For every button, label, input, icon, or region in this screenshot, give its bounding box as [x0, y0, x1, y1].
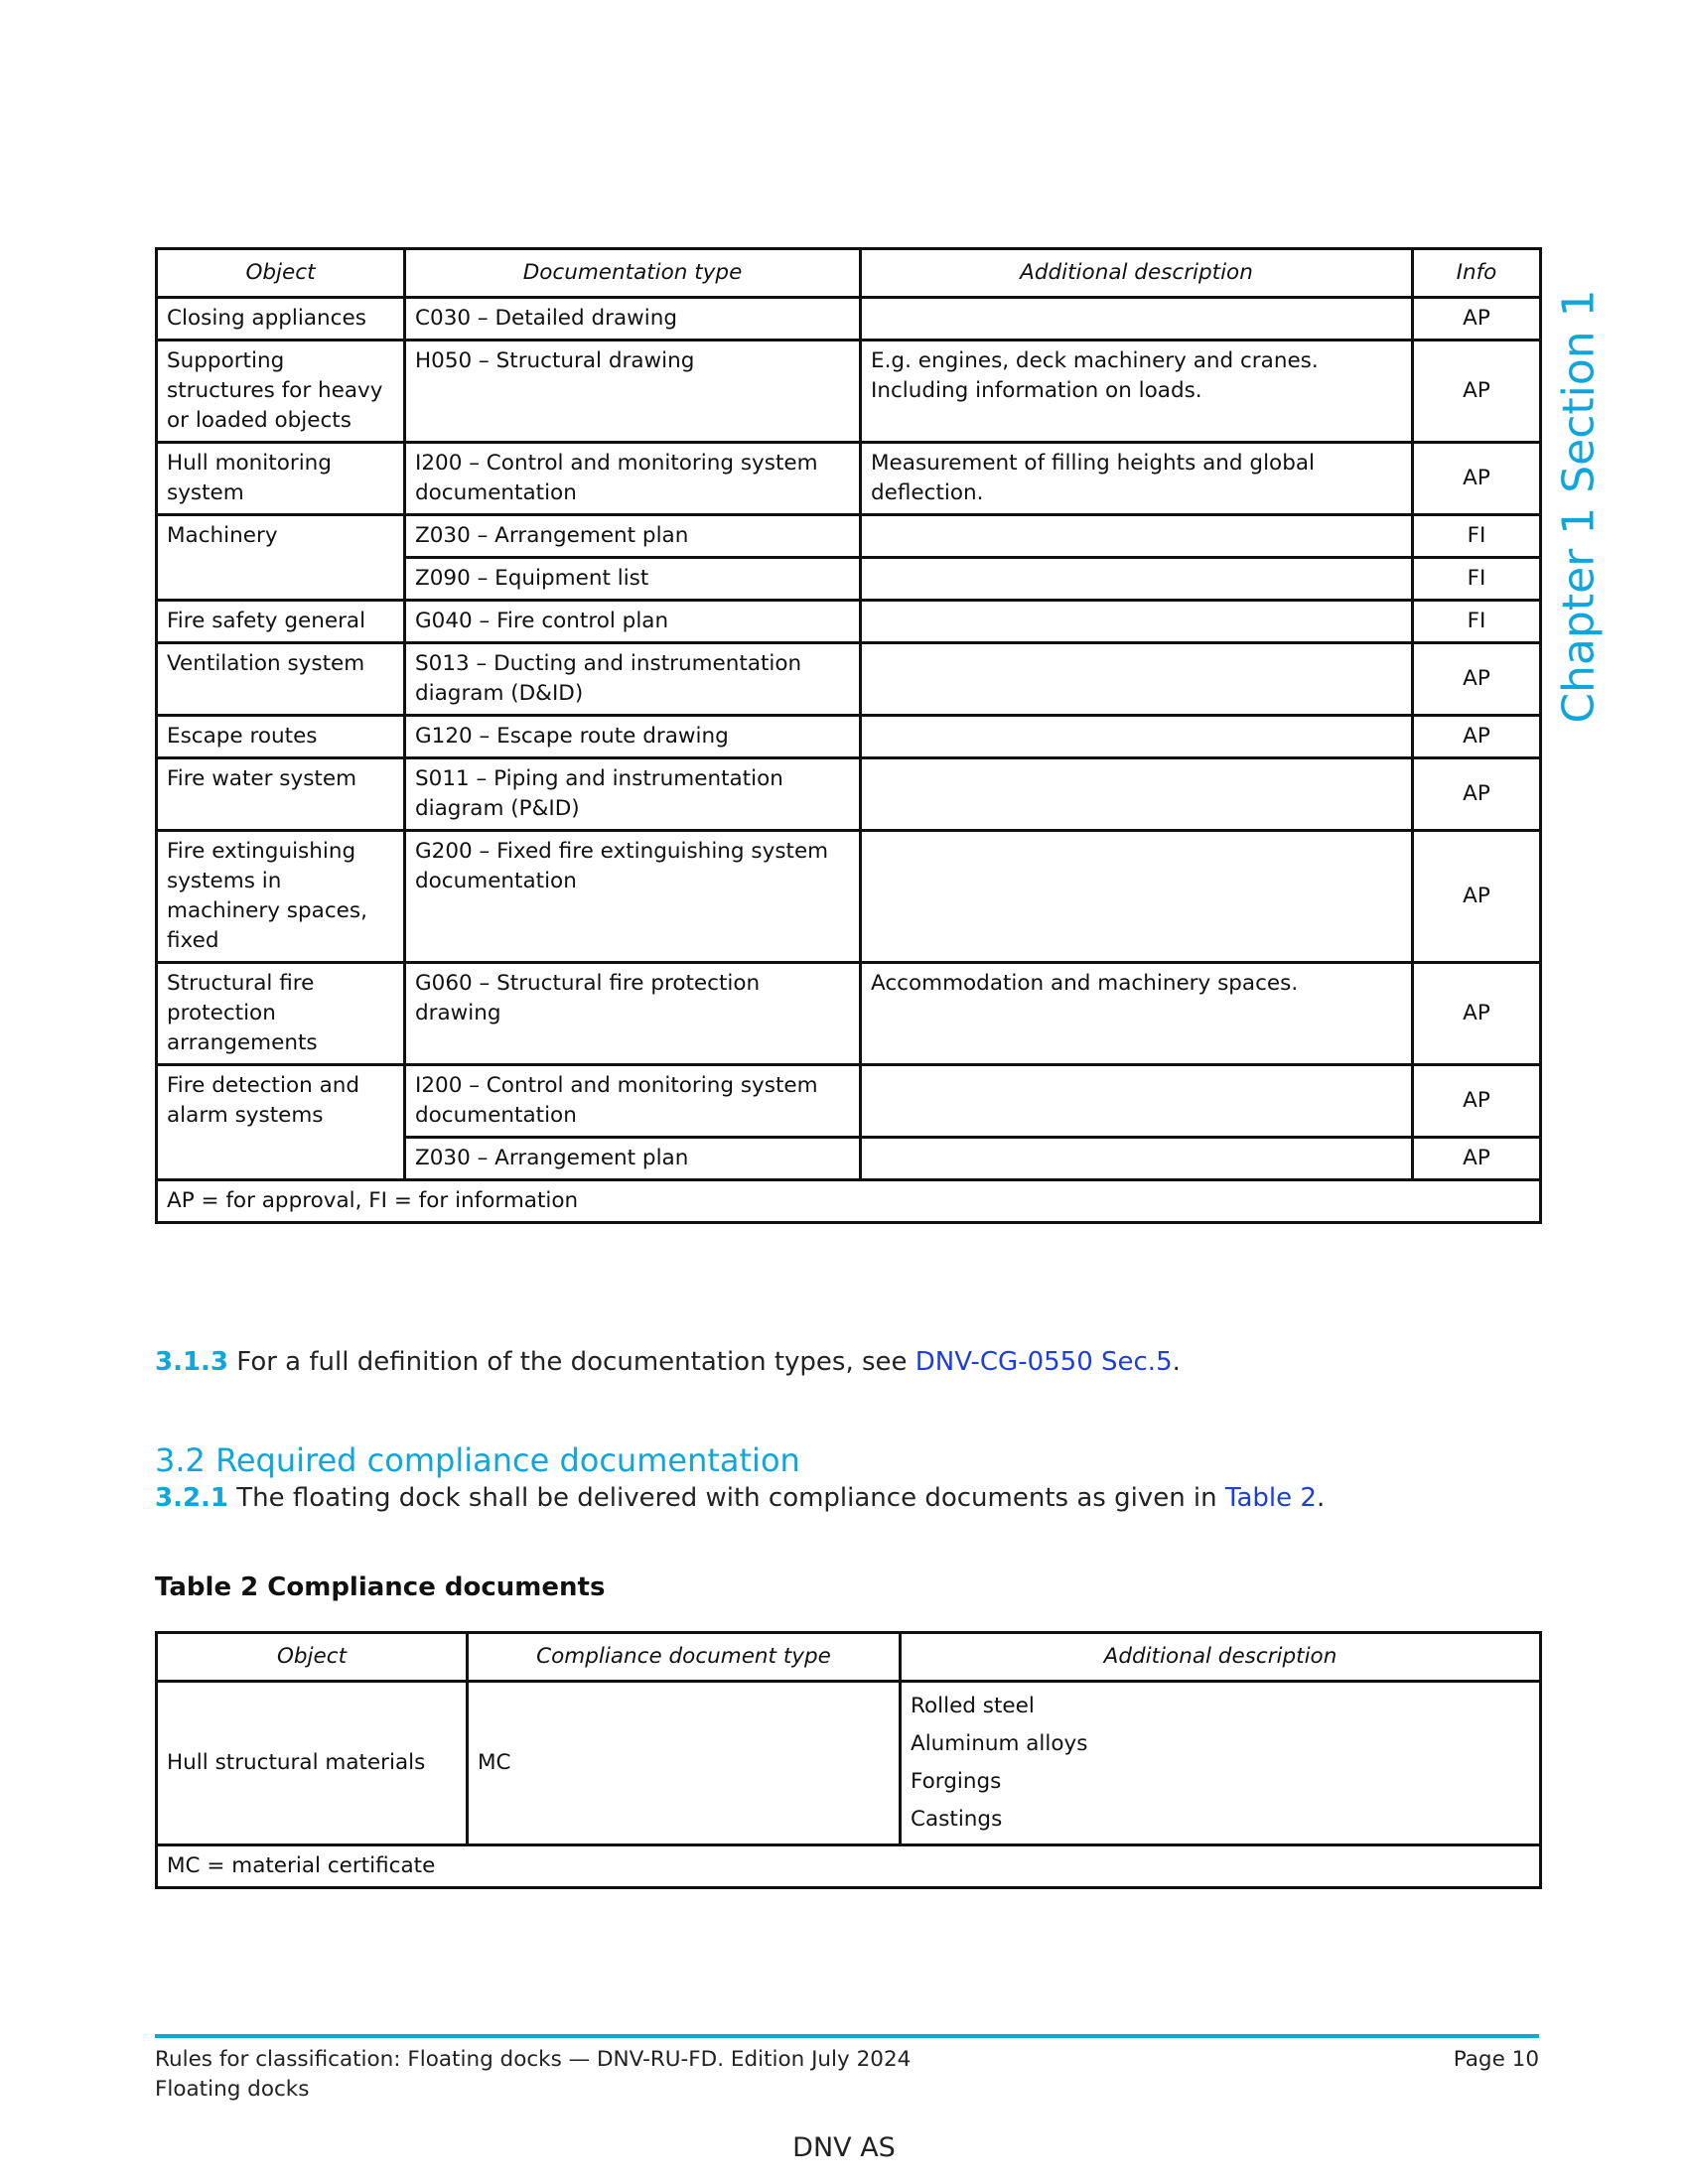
description-cell [861, 831, 1413, 963]
info-cell: FI [1413, 558, 1541, 601]
doc-type-cell: Z030 – Arrangement plan [405, 515, 861, 558]
table-row [157, 515, 1541, 558]
info-cell: AP [1413, 758, 1541, 831]
paragraph-text: For a full definition of the documentation types, see [228, 1347, 915, 1377]
table-row [157, 1682, 1541, 1845]
footer-document-info [155, 2045, 911, 2105]
description-cell [861, 298, 1413, 341]
info-cell: AP [1413, 643, 1541, 716]
description-cell [861, 558, 1413, 601]
info-cell: AP [1413, 443, 1541, 515]
table-title: Table 2 Compliance documents [155, 1572, 606, 1602]
doc-type-cell: G200 – Fixed fire extinguishing system documentation [405, 831, 861, 963]
description-cell [861, 1065, 1413, 1138]
description-cell [861, 716, 1413, 758]
table-footnote: AP = for approval, FI = for information [157, 1180, 1541, 1223]
info-cell: AP [1413, 1138, 1541, 1180]
column-header: Info [1413, 249, 1541, 298]
table-header-row [157, 1633, 1541, 1682]
documentation-table [155, 247, 1542, 1224]
description-cell [861, 758, 1413, 831]
table-footnote-row [157, 1180, 1541, 1223]
object-cell: Machinery [157, 515, 405, 601]
table-footnote-row [157, 1845, 1541, 1888]
table-row [157, 1065, 1541, 1138]
section-heading: 3.2 Required compliance documentation [155, 1441, 800, 1479]
compliance-type-cell: MC [468, 1682, 901, 1845]
object-cell: Hull structural materials [157, 1682, 468, 1845]
table-row [157, 831, 1541, 963]
doc-type-cell: I200 – Control and monitoring system documentation [405, 443, 861, 515]
info-cell: AP [1413, 298, 1541, 341]
description-cell: E.g. engines, deck machinery and cranes. Including information on loads. [861, 341, 1413, 443]
description-item: Rolled steel [911, 1694, 1035, 1718]
description-cell [861, 601, 1413, 643]
doc-type-cell: S013 – Ducting and instrumentation diagram (D&ID) [405, 643, 861, 716]
object-cell: Fire detection and alarm systems [157, 1065, 405, 1180]
info-cell: AP [1413, 716, 1541, 758]
footer-divider [155, 2034, 1539, 2038]
object-cell: Fire safety general [157, 601, 405, 643]
column-header: Compliance document type [468, 1633, 901, 1682]
description-cell [861, 515, 1413, 558]
object-cell: Closing appliances [157, 298, 405, 341]
paragraph-end: . [1316, 1483, 1326, 1513]
table-row [157, 601, 1541, 643]
doc-type-cell: G120 – Escape route drawing [405, 716, 861, 758]
footer-title: Rules for classification: Floating docks — DNV-RU-FD. Edition July 2024 [155, 2047, 912, 2072]
description-cell: Measurement of filling heights and global deflection. [861, 443, 1413, 515]
doc-type-cell: S011 – Piping and instrumentation diagram (P&ID) [405, 758, 861, 831]
description-cell: Accommodation and machinery spaces. [861, 963, 1413, 1065]
object-cell: Fire water system [157, 758, 405, 831]
reference-link[interactable]: DNV-CG-0550 Sec.5 [914, 1347, 1173, 1377]
table-row [157, 963, 1541, 1065]
info-cell: AP [1413, 1065, 1541, 1138]
object-cell: Hull monitoring system [157, 443, 405, 515]
object-cell: Fire extinguishing systems in machinery spaces, fixed [157, 831, 405, 963]
page-number: Page 10 [1453, 2047, 1539, 2072]
info-cell: AP [1413, 831, 1541, 963]
clause-number: 3.2.1 [155, 1483, 229, 1513]
doc-type-cell: G040 – Fire control plan [405, 601, 861, 643]
paragraph-3-1-3 [155, 1347, 1539, 1377]
description-cell [861, 1138, 1413, 1180]
table-row [157, 758, 1541, 831]
paragraph-3-2-1 [155, 1483, 1539, 1513]
column-header: Additional description [861, 249, 1413, 298]
info-cell: FI [1413, 601, 1541, 643]
doc-type-cell: H050 – Structural drawing [405, 341, 861, 443]
column-header: Object [157, 1633, 468, 1682]
doc-type-cell: C030 – Detailed drawing [405, 298, 861, 341]
object-cell: Ventilation system [157, 643, 405, 716]
description-item: Castings [911, 1807, 1003, 1832]
column-header: Additional description [901, 1633, 1541, 1682]
table-footnote: MC = material certificate [157, 1845, 1541, 1888]
column-header: Object [157, 249, 405, 298]
column-header: Documentation type [405, 249, 861, 298]
footer-subtitle: Floating docks [155, 2077, 310, 2102]
doc-type-cell: Z090 – Equipment list [405, 558, 861, 601]
object-cell: Escape routes [157, 716, 405, 758]
clause-number: 3.1.3 [155, 1347, 229, 1377]
company-name: DNV AS [792, 2132, 896, 2163]
table-header-row [157, 249, 1541, 298]
info-cell: AP [1413, 341, 1541, 443]
table-row [157, 443, 1541, 515]
info-cell: AP [1413, 963, 1541, 1065]
info-cell: FI [1413, 515, 1541, 558]
description-item: Forgings [911, 1769, 1002, 1794]
paragraph-end: . [1172, 1347, 1181, 1377]
paragraph-text: The floating dock shall be delivered with compliance documents as given in [228, 1483, 1225, 1513]
doc-type-cell: I200 – Control and monitoring system documentation [405, 1065, 861, 1138]
table-row [157, 341, 1541, 443]
compliance-documents-table [155, 1631, 1542, 1889]
object-cell: Supporting structures for heavy or loaded objects [157, 341, 405, 443]
object-cell: Structural fire protection arrangements [157, 963, 405, 1065]
table-row [157, 716, 1541, 758]
table-link[interactable]: Table 2 [1224, 1483, 1317, 1513]
table-row [157, 643, 1541, 716]
doc-type-cell: G060 – Structural fire protection drawing [405, 963, 861, 1065]
description-cell [901, 1682, 1541, 1845]
doc-type-cell: Z030 – Arrangement plan [405, 1138, 861, 1180]
description-cell [861, 643, 1413, 716]
chapter-section-label: Chapter 1 Section 1 [1553, 289, 1605, 724]
description-item: Aluminum alloys [911, 1731, 1088, 1756]
table-row [157, 298, 1541, 341]
